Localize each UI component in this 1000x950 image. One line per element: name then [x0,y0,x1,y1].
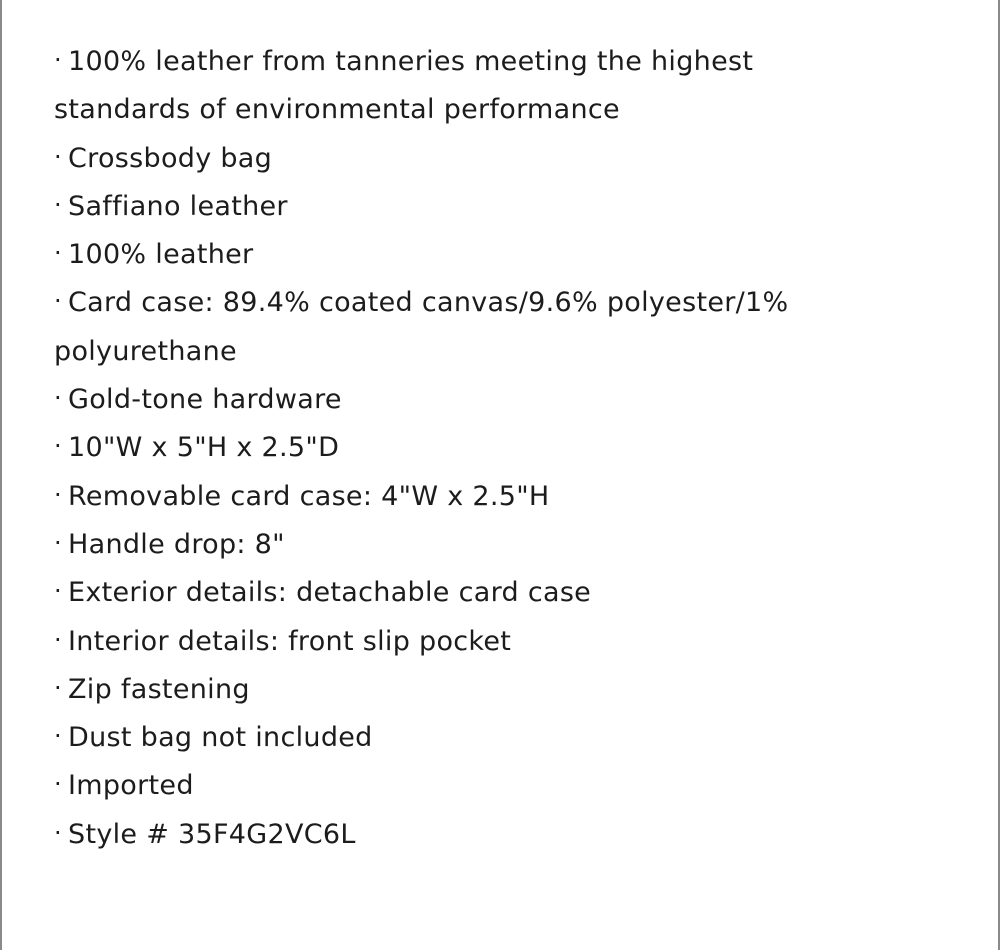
detail-item-hardware [54,376,884,424]
bullet-marker: · [54,625,62,654]
detail-item-imported [54,762,884,810]
detail-text: 100% leather [68,239,254,271]
detail-text: Removable card case: 4"W x 2.5"H [68,480,550,512]
detail-text: Imported [68,770,194,802]
bullet-marker: · [54,239,62,268]
detail-item-style-number [54,811,884,859]
bullet-marker: · [54,190,62,219]
bullet-marker: · [54,432,62,461]
bullet-marker: · [54,287,62,316]
detail-text: Dust bag not included [68,722,373,754]
detail-text: 100% leather from tanneries meeting the highest standards of environmental performance [54,46,754,126]
bullet-marker: · [54,577,62,606]
bullet-marker: · [54,142,62,171]
detail-text: Handle drop: 8" [68,528,285,560]
detail-text: Card case: 89.4% coated canvas/9.6% polyester/1% polyurethane [54,287,789,367]
detail-item-crossbody [54,135,884,183]
detail-item-interior [54,618,884,666]
detail-item-card-case-material [54,279,884,376]
detail-item-exterior [54,569,884,617]
detail-text: Exterior details: detachable card case [68,577,592,609]
bullet-marker: · [54,673,62,702]
detail-item-fastening [54,666,884,714]
detail-item-card-case-size [54,473,884,521]
bullet-marker: · [54,770,62,799]
detail-item-leather-standards [54,38,884,135]
bullet-marker: · [54,722,62,751]
detail-item-dust-bag [54,714,884,762]
detail-text: Zip fastening [68,673,250,705]
detail-item-handle-drop [54,521,884,569]
bullet-marker: · [54,46,62,74]
detail-item-dimensions [54,424,884,472]
bullet-marker: · [54,384,62,413]
detail-text: Style # 35F4G2VC6L [68,818,356,850]
bullet-marker: · [54,818,62,847]
bullet-marker: · [54,480,62,509]
detail-text: Crossbody bag [68,142,273,174]
product-details-list [54,38,884,859]
detail-text: Gold-tone hardware [68,384,342,416]
detail-text: 10"W x 5"H x 2.5"D [68,432,340,464]
detail-item-saffiano [54,183,884,231]
detail-text: Saffiano leather [68,190,288,222]
detail-item-material [54,231,884,279]
bullet-marker: · [54,528,62,557]
detail-text: Interior details: front slip pocket [68,625,512,657]
